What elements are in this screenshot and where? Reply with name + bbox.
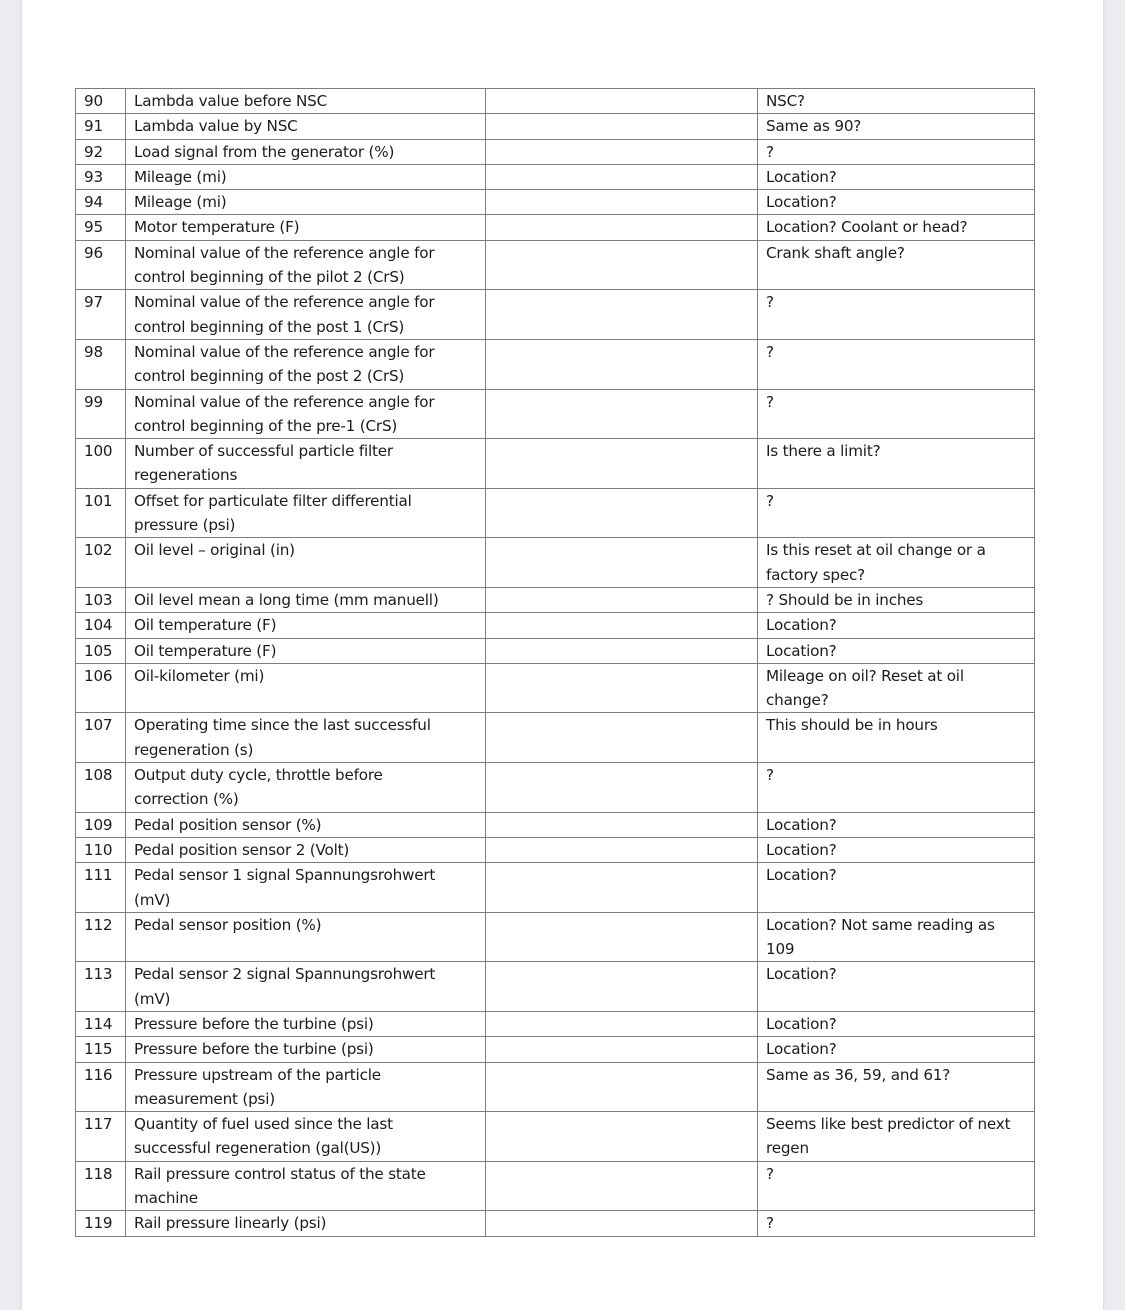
note-line: ? [766,392,774,411]
note-line: Same as 90? [766,117,862,136]
parameter-number [76,139,126,164]
parameter-description [126,89,486,114]
parameter-note [758,538,1035,588]
parameter-description [126,164,486,189]
description-line: Mileage (mi) [134,167,227,186]
row-number-text: 102 [84,541,113,560]
row-number-text: 119 [84,1214,113,1233]
row-number-text: 95 [84,218,103,237]
row-number-text: 97 [84,293,103,312]
parameter-note [758,638,1035,663]
parameter-note [758,139,1035,164]
empty-cell [486,139,758,164]
note-line: Is this reset at oil change or a [766,541,986,560]
empty-cell [486,837,758,862]
parameter-description [126,763,486,813]
table-row [76,114,1035,139]
parameter-description [126,488,486,538]
description-line: Oil temperature (F) [134,641,277,660]
note-line: Location? Not same reading as [766,915,995,934]
note-line: regen [766,1139,809,1158]
table-row [76,962,1035,1012]
row-number-text: 109 [84,815,113,834]
parameter-number [76,1011,126,1036]
empty-cell [486,538,758,588]
document-page [22,0,1103,1310]
row-number-text: 108 [84,766,113,785]
description-line: Oil-kilometer (mi) [134,666,265,685]
table-row [76,1011,1035,1036]
empty-cell [486,812,758,837]
parameter-note [758,1112,1035,1162]
empty-cell [486,240,758,290]
table-row [76,389,1035,439]
description-line: Nominal value of the reference angle for [134,392,435,411]
table-row [76,713,1035,763]
parameter-number [76,863,126,913]
note-line: Same as 36, 59, and 61? [766,1065,951,1084]
description-line: control beginning of the post 1 (CrS) [134,317,405,336]
parameter-note [758,962,1035,1012]
parameter-note [758,1037,1035,1062]
parameter-number [76,1161,126,1211]
parameter-description [126,439,486,489]
parameter-number [76,1112,126,1162]
table-row [76,1161,1035,1211]
parameter-note [758,587,1035,612]
parameter-note [758,1011,1035,1036]
parameter-number [76,89,126,114]
row-number-text: 111 [84,866,113,885]
row-number-text: 99 [84,392,103,411]
description-line: Nominal value of the reference angle for [134,293,435,312]
parameter-description [126,190,486,215]
parameter-number [76,339,126,389]
description-line: Oil level mean a long time (mm manuell) [134,590,439,609]
note-line: Location? [766,1014,837,1033]
parameter-description [126,587,486,612]
empty-cell [486,1011,758,1036]
note-line: Location? [766,965,837,984]
table-row [76,215,1035,240]
empty-cell [486,613,758,638]
note-line: Location? Coolant or head? [766,218,968,237]
parameter-number [76,1037,126,1062]
description-line: Pressure before the turbine (psi) [134,1040,374,1059]
empty-cell [486,587,758,612]
empty-cell [486,713,758,763]
note-line: ? [766,342,774,361]
description-line: Pressure upstream of the particle [134,1065,381,1084]
note-line: 109 [766,940,795,959]
description-line: machine [134,1189,198,1208]
parameter-note [758,1161,1035,1211]
parameter-description [126,1161,486,1211]
parameter-number [76,962,126,1012]
description-line: Rail pressure linearly (psi) [134,1214,327,1233]
row-number-text: 114 [84,1014,113,1033]
parameter-number [76,663,126,713]
parameter-description [126,290,486,340]
note-line: ? Should be in inches [766,590,924,609]
empty-cell [486,164,758,189]
note-line: Location? [766,193,837,212]
description-line: Lambda value by NSC [134,117,298,136]
empty-cell [486,663,758,713]
empty-cell [486,1211,758,1236]
row-number-text: 113 [84,965,113,984]
parameter-description [126,1011,486,1036]
parameter-number [76,713,126,763]
parameter-description [126,1112,486,1162]
table-row [76,488,1035,538]
parameter-number [76,912,126,962]
description-line: Pedal sensor 1 signal Spannungsrohwert [134,866,436,885]
parameter-number [76,114,126,139]
table-row [76,1112,1035,1162]
parameter-description [126,663,486,713]
row-number-text: 91 [84,117,103,136]
description-line: regeneration (s) [134,740,254,759]
parameter-note [758,1211,1035,1236]
description-line: successful regeneration (gal(US)) [134,1139,382,1158]
note-line: ? [766,766,774,785]
parameter-number [76,439,126,489]
empty-cell [486,863,758,913]
empty-cell [486,763,758,813]
note-line: ? [766,1164,774,1183]
parameter-number [76,837,126,862]
description-line: Lambda value before NSC [134,92,328,110]
description-line: (mV) [134,989,171,1008]
parameter-description [126,613,486,638]
row-number-text: 115 [84,1040,113,1059]
parameter-description [126,339,486,389]
parameter-description [126,837,486,862]
description-line: Pedal position sensor (%) [134,815,322,834]
note-line: Crank shaft angle? [766,243,905,262]
parameter-note [758,215,1035,240]
description-line: Mileage (mi) [134,193,227,212]
description-line: Load signal from the generator (%) [134,142,395,161]
table-row [76,863,1035,913]
parameter-number [76,538,126,588]
parameter-number [76,389,126,439]
table-row [76,164,1035,189]
parameter-note [758,164,1035,189]
blank-line [134,688,477,712]
description-line: Motor temperature (F) [134,218,300,237]
note-line: ? [766,491,774,510]
parameter-note [758,190,1035,215]
table-body [76,89,1035,1237]
note-line: Location? [766,616,837,635]
row-number-text: 100 [84,442,113,461]
table-row [76,1062,1035,1112]
note-line: Location? [766,167,837,186]
note-line: factory spec? [766,565,866,584]
blank-line [134,563,477,587]
row-number-text: 106 [84,666,113,685]
parameter-description [126,114,486,139]
description-line: Number of successful particle filter [134,442,393,461]
row-number-text: 98 [84,342,103,361]
parameter-description [126,638,486,663]
description-line: Nominal value of the reference angle for [134,342,435,361]
parameter-description [126,389,486,439]
row-number-text: 118 [84,1164,113,1183]
table-row [76,290,1035,340]
parameter-number [76,190,126,215]
note-line: ? [766,142,774,161]
table-row [76,763,1035,813]
row-number-text: 93 [84,167,103,186]
description-line: regenerations [134,466,238,485]
empty-cell [486,962,758,1012]
empty-cell [486,488,758,538]
parameter-description [126,812,486,837]
row-number-text: 101 [84,491,113,510]
parameter-note [758,439,1035,489]
parameter-number [76,1211,126,1236]
empty-cell [486,389,758,439]
parameter-description [126,1211,486,1236]
table-row [76,1037,1035,1062]
row-number-text: 110 [84,840,113,859]
table-row [76,912,1035,962]
parameter-note [758,488,1035,538]
table-row [76,339,1035,389]
description-line: Operating time since the last successful [134,716,431,735]
parameter-note [758,389,1035,439]
parameter-description [126,215,486,240]
empty-cell [486,638,758,663]
note-line: ? [766,293,774,312]
note-line: Mileage on oil? Reset at oil [766,666,964,685]
description-line: pressure (psi) [134,516,236,535]
parameter-description [126,713,486,763]
empty-cell [486,1161,758,1211]
description-line: Pedal sensor position (%) [134,915,322,934]
description-line: Quantity of fuel used since the last [134,1115,393,1134]
note-line: NSC? [766,92,805,110]
parameter-note [758,240,1035,290]
description-line: measurement (psi) [134,1089,276,1108]
parameter-description [126,139,486,164]
parameter-note [758,713,1035,763]
description-line: Oil temperature (F) [134,616,277,635]
note-line: Location? [766,815,837,834]
parameter-description [126,240,486,290]
parameter-note [758,912,1035,962]
description-line: Oil level – original (in) [134,541,295,560]
description-line: control beginning of the post 2 (CrS) [134,367,405,386]
row-number-text: 94 [84,193,103,212]
row-number-text: 90 [84,92,103,110]
table-row [76,638,1035,663]
empty-cell [486,439,758,489]
table-row [76,139,1035,164]
parameter-note [758,837,1035,862]
parameter-description [126,863,486,913]
parameter-note [758,339,1035,389]
empty-cell [486,339,758,389]
row-number-text: 112 [84,915,113,934]
row-number-text: 103 [84,590,113,609]
parameter-note [758,863,1035,913]
empty-cell [486,215,758,240]
table-row [76,89,1035,114]
parameter-note [758,812,1035,837]
parameter-note [758,89,1035,114]
empty-cell [486,1062,758,1112]
parameter-number [76,587,126,612]
empty-cell [486,290,758,340]
note-line: Location? [766,1040,837,1059]
table-row [76,538,1035,588]
parameter-note [758,763,1035,813]
table-row [76,837,1035,862]
parameter-number [76,1062,126,1112]
parameter-number [76,164,126,189]
parameter-table [75,88,1035,1237]
description-line: Pedal position sensor 2 (Volt) [134,840,350,859]
note-line: Seems like best predictor of next [766,1115,1011,1134]
description-line: (mV) [134,890,171,909]
parameter-note [758,613,1035,638]
parameter-note [758,1062,1035,1112]
note-line: This should be in hours [766,716,938,735]
table-row [76,613,1035,638]
parameter-description [126,1062,486,1112]
row-number-text: 92 [84,142,103,161]
row-number-text: 104 [84,616,113,635]
empty-cell [486,89,758,114]
empty-cell [486,190,758,215]
empty-cell [486,1112,758,1162]
parameter-number [76,763,126,813]
empty-cell [486,114,758,139]
parameter-note [758,663,1035,713]
parameter-number [76,638,126,663]
description-line: correction (%) [134,790,239,809]
note-line: Location? [766,840,837,859]
description-line: Nominal value of the reference angle for [134,243,435,262]
note-line: Location? [766,866,837,885]
row-number-text: 117 [84,1115,113,1134]
row-number-text: 96 [84,243,103,262]
table-row [76,812,1035,837]
description-line: control beginning of the pre-1 (CrS) [134,416,398,435]
parameter-number [76,240,126,290]
parameter-note [758,290,1035,340]
description-line: Rail pressure control status of the state [134,1164,426,1183]
description-line: Pressure before the turbine (psi) [134,1014,374,1033]
table-row [76,190,1035,215]
row-number-text: 107 [84,716,113,735]
parameter-number [76,613,126,638]
parameter-number [76,290,126,340]
parameter-number [76,215,126,240]
parameter-description [126,538,486,588]
empty-cell [486,1037,758,1062]
note-line: Is there a limit? [766,442,881,461]
table-row [76,439,1035,489]
note-line: change? [766,691,829,710]
description-line: Output duty cycle, throttle before [134,766,383,785]
description-line: Offset for particulate filter differential [134,491,412,510]
parameter-description [126,912,486,962]
table-row [76,663,1035,713]
empty-cell [486,912,758,962]
note-line: ? [766,1214,774,1233]
row-number-text: 116 [84,1065,113,1084]
description-line: Pedal sensor 2 signal Spannungsrohwert [134,965,436,984]
blank-line [134,937,477,961]
table-row [76,240,1035,290]
parameter-note [758,114,1035,139]
table-row [76,1211,1035,1236]
parameter-number [76,812,126,837]
parameter-description [126,1037,486,1062]
description-line: control beginning of the pilot 2 (CrS) [134,268,405,287]
parameter-description [126,962,486,1012]
parameter-number [76,488,126,538]
row-number-text: 105 [84,641,113,660]
note-line: Location? [766,641,837,660]
table-row [76,587,1035,612]
